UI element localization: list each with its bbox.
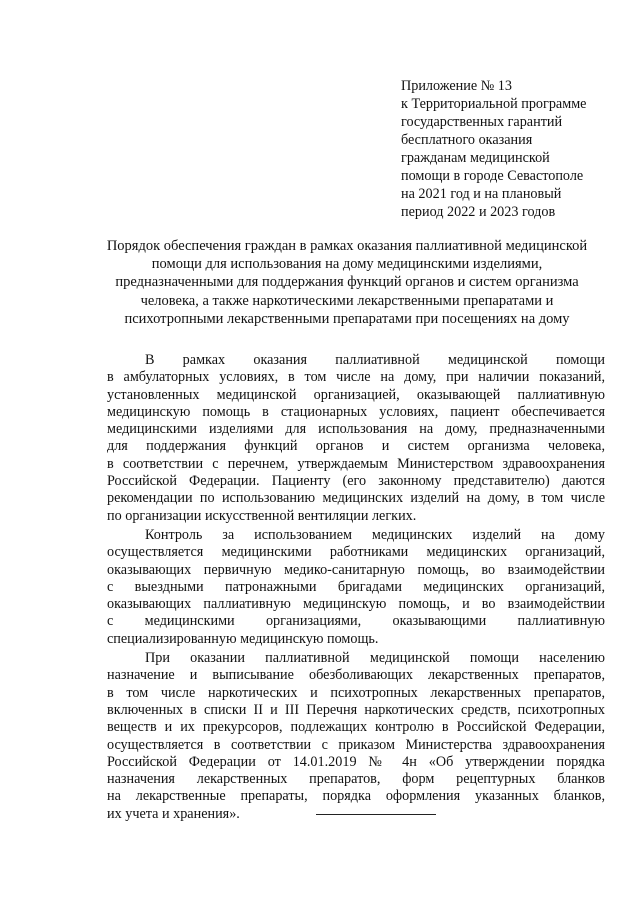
paragraph-line: в амбулаторных условиях, в том числе на дому, при наличии показаний, bbox=[107, 369, 605, 386]
paragraph-line: При оказании паллиативной медицинской помощи населению bbox=[145, 650, 605, 667]
paragraph-line: осуществляется в соответствии с приказом Министерства здравоохранения bbox=[107, 736, 605, 753]
appendix-line: государственных гарантий bbox=[401, 114, 563, 130]
document-body bbox=[107, 352, 605, 823]
paragraph-line: назначение и выписывание обезболивающих лекарственных препаратов, bbox=[107, 667, 605, 684]
paragraph-line: рекомендации по использованию медицинских изделий на дому, в том числе bbox=[107, 490, 605, 507]
paragraph-line: оказывающих паллиативную медицинскую помощь, и во взаимодействии bbox=[107, 596, 605, 613]
appendix-line: гражданам медицинской bbox=[401, 150, 550, 166]
appendix-line: Приложение № 13 bbox=[401, 78, 512, 94]
appendix-line: период 2022 и 2023 годов bbox=[401, 204, 556, 220]
appendix-line: помощи в городе Севастополе bbox=[401, 168, 584, 184]
title-line: помощи для использования на дому медицинскими изделиями, bbox=[151, 256, 543, 273]
paragraph-line: в соответствии с перечнем, утверждаемым Министерством здравоохранения bbox=[107, 455, 605, 472]
paragraph-line: их учета и хранения». bbox=[107, 805, 240, 822]
paragraph-control bbox=[107, 527, 605, 648]
paragraph-line: по организации искусственной вентиляции легких. bbox=[107, 507, 417, 524]
end-divider bbox=[316, 814, 436, 815]
paragraph-line: веществ и их прекурсоров, подлежащих контролю в Российской Федерации, bbox=[107, 719, 605, 736]
paragraph-line: назначения лекарственных препаратов, форм рецептурных бланков bbox=[107, 771, 605, 788]
paragraph-line: с медицинскими организациями, оказывающими паллиативную bbox=[107, 613, 605, 630]
paragraph-line: осуществляется медицинскими работниками медицинских организаций, bbox=[107, 544, 605, 561]
paragraph-line: Контроль за использованием медицинских изделий на дому bbox=[145, 526, 605, 543]
paragraph-prescriptions bbox=[107, 650, 605, 823]
paragraph-line: Российской Федерации. Пациенту (его законному представителю) даются bbox=[107, 473, 605, 490]
appendix-line: бесплатного оказания bbox=[401, 132, 533, 148]
paragraph-line: включенных в списки II и III Перечня наркотических средств, психотропных bbox=[107, 701, 605, 718]
paragraph-line: медицинскую помощь в стационарных условиях, пациент обеспечивается bbox=[107, 403, 605, 420]
title-line: психотропными лекарственными препаратами при посещениях на дому bbox=[124, 310, 570, 327]
paragraph-line: с выездными патронажными бригадами медицинских организаций, bbox=[107, 578, 605, 595]
paragraph-line: специализированную медицинскую помощь. bbox=[107, 630, 379, 647]
paragraph-line: для поддержания функций органов и систем организма человека, bbox=[107, 438, 605, 455]
appendix-header bbox=[401, 77, 616, 221]
title-line: предназначенными для поддержания функций органов и систем организма bbox=[115, 274, 579, 291]
paragraph-line: Российской Федерации от 14.01.2019 № 4н «Об утверждении порядка bbox=[107, 753, 605, 770]
title-line: человека, а также наркотическими лекарственными препаратами и bbox=[140, 292, 554, 309]
document-title bbox=[100, 237, 594, 328]
appendix-line: к Территориальной программе bbox=[401, 96, 587, 112]
title-line: Порядок обеспечения граждан в рамках оказания паллиативной медицинской bbox=[106, 238, 588, 254]
paragraph-medical-devices bbox=[107, 352, 605, 525]
paragraph-line: В рамках оказания паллиативной медицинской помощи bbox=[145, 352, 605, 368]
paragraph-line: оказывающих первичную медико-санитарную помощь, во взаимодействии bbox=[107, 561, 605, 578]
paragraph-line: установленных медицинской организацией, оказывающей паллиативную bbox=[107, 386, 605, 403]
appendix-line: на 2021 год и на плановый bbox=[401, 186, 562, 202]
paragraph-line: на лекарственные препараты, порядка оформления указанных бланков, bbox=[107, 788, 605, 805]
paragraph-line: в том числе наркотических и психотропных лекарственных препаратов, bbox=[107, 684, 605, 701]
paragraph-line: медицинскими изделиями для использования на дому, предназначенными bbox=[107, 421, 605, 438]
